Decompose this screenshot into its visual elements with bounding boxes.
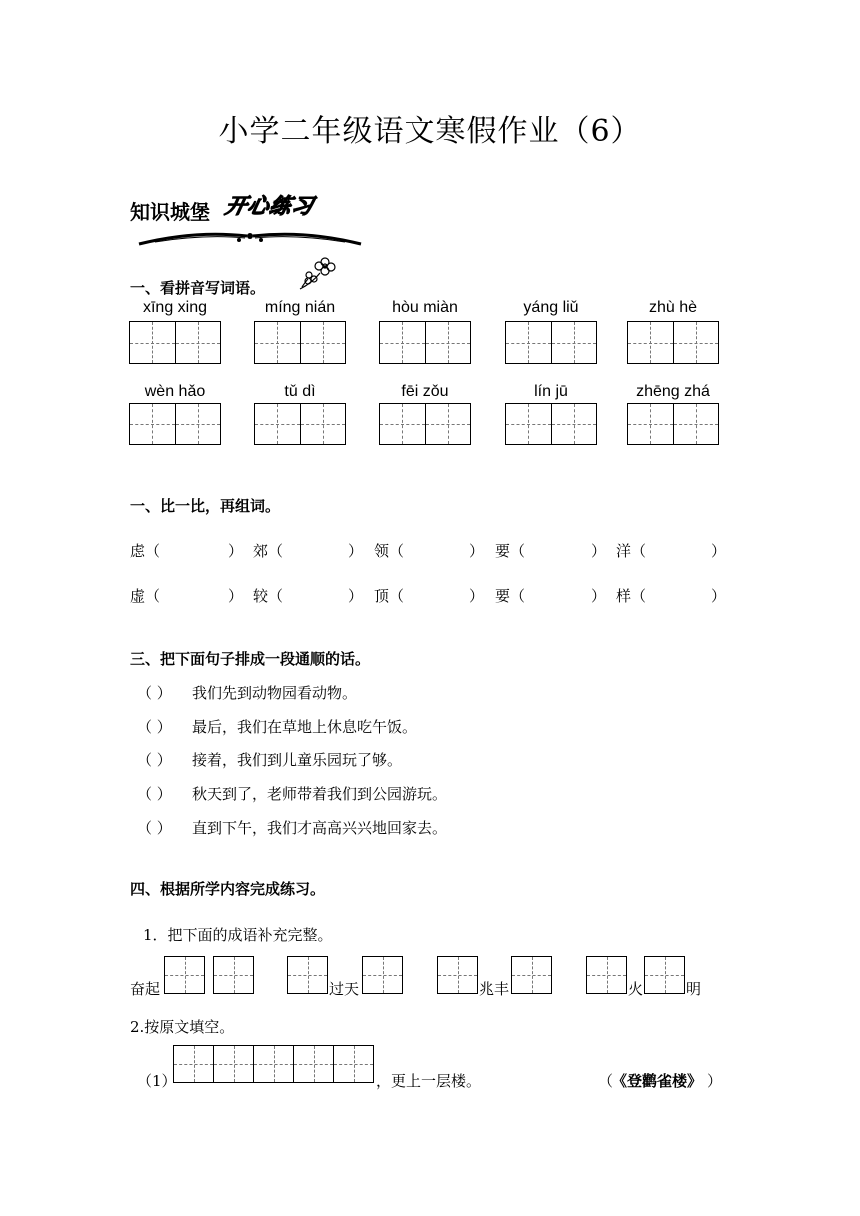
compare-close-paren: ） xyxy=(348,587,364,605)
pinyin-label: hòu miàn xyxy=(392,299,458,316)
question-2: 2.按原文填空。 xyxy=(130,1018,235,1036)
pinyin-label: lín jū xyxy=(534,383,568,400)
pinyin-label: tǔ dì xyxy=(284,383,316,400)
writing-grid[interactable] xyxy=(505,321,597,364)
compare-close-paren: ） xyxy=(591,587,607,605)
order-sentence: 直到下午，我们才高高兴兴地回家去。 xyxy=(192,819,448,837)
section1-heading: 一、看拼音写词语。 xyxy=(130,279,266,297)
compare-item: 洋（ xyxy=(616,542,647,560)
writing-grid[interactable] xyxy=(164,956,205,994)
writing-grid[interactable] xyxy=(437,956,478,994)
compare-item: 样（ xyxy=(616,587,647,605)
writing-grid[interactable] xyxy=(129,321,221,364)
compare-item: 郊（ xyxy=(253,542,284,560)
poem-source-close-paren: ） xyxy=(707,1072,723,1090)
compare-close-paren: ） xyxy=(469,587,485,605)
writing-grid[interactable] xyxy=(627,403,719,445)
pinyin-label: yáng liǔ xyxy=(523,299,579,316)
compare-close-paren: ） xyxy=(469,542,485,560)
idiom-fragment: 兆丰 xyxy=(479,980,510,998)
pinyin-label: míng nián xyxy=(264,299,336,316)
writing-grid[interactable] xyxy=(173,1045,374,1083)
pinyin-label: zhēng zhá xyxy=(636,383,710,400)
compare-item: 要（ xyxy=(495,542,526,560)
question-1: 1．把下面的成语补充完整。 xyxy=(143,926,333,944)
compare-item: 领（ xyxy=(374,542,405,560)
compare-item: 虚（ xyxy=(130,587,161,605)
poem-source-open-paren: （ xyxy=(598,1072,614,1090)
order-blank[interactable]: （ ） xyxy=(137,819,172,837)
pinyin-label: wèn hǎo xyxy=(144,383,206,400)
order-sentence: 接着，我们到儿童乐园玩了够。 xyxy=(192,751,403,769)
compare-item: 虑（ xyxy=(130,542,161,560)
writing-grid[interactable] xyxy=(254,321,346,364)
writing-grid[interactable] xyxy=(511,956,552,994)
idiom-fragment: 明 xyxy=(686,980,702,998)
order-sentence: 秋天到了，老师带着我们到公园游玩。 xyxy=(192,785,448,803)
item-number: （1） xyxy=(137,1072,177,1090)
pinyin-label: zhù hè xyxy=(648,299,698,316)
compare-close-paren: ） xyxy=(348,542,364,560)
section3-heading: 三、把下面句子排成一段通顺的话。 xyxy=(130,650,371,668)
compare-close-paren: ） xyxy=(591,542,607,560)
idiom-fragment: 奋起 xyxy=(130,980,161,998)
page-title: 小学二年级语文寒假作业（6） xyxy=(218,114,642,149)
compare-close-paren: ） xyxy=(711,542,727,560)
writing-grid[interactable] xyxy=(254,403,346,445)
writing-grid[interactable] xyxy=(129,403,221,445)
order-blank[interactable]: （ ） xyxy=(137,718,172,736)
order-sentence: 我们先到动物园看动物。 xyxy=(192,684,358,702)
writing-grid[interactable] xyxy=(213,956,254,994)
writing-grid[interactable] xyxy=(287,956,328,994)
section2-heading: 一、比一比，再组词。 xyxy=(130,497,281,515)
order-blank[interactable]: （ ） xyxy=(137,751,172,769)
poem-source: 《登鹳雀楼》 xyxy=(612,1072,703,1090)
writing-grid[interactable] xyxy=(627,321,719,364)
writing-grid[interactable] xyxy=(379,403,471,445)
banner-title: 知识城堡 xyxy=(130,200,210,224)
idiom-fragment: 火 xyxy=(628,980,644,998)
section4-heading: 四、根据所学内容完成练习。 xyxy=(130,880,326,898)
pinyin-label: xīng xing xyxy=(142,299,208,316)
writing-grid[interactable] xyxy=(362,956,403,994)
compare-close-paren: ） xyxy=(711,587,727,605)
poem-line-text: ，更上一层楼。 xyxy=(376,1072,482,1090)
compare-item: 要（ xyxy=(495,587,526,605)
idiom-fragment: 过天 xyxy=(329,980,360,998)
writing-grid[interactable] xyxy=(379,321,471,364)
writing-grid[interactable] xyxy=(505,403,597,445)
compare-close-paren: ） xyxy=(228,587,244,605)
compare-close-paren: ） xyxy=(228,542,244,560)
order-blank[interactable]: （ ） xyxy=(137,684,172,702)
writing-grid[interactable] xyxy=(644,956,685,994)
flower-icon xyxy=(294,253,342,293)
compare-item: 顶（ xyxy=(374,587,405,605)
compare-item: 较（ xyxy=(253,587,284,605)
order-blank[interactable]: （ ） xyxy=(137,785,172,803)
banner-subtitle: 开心练习 xyxy=(223,194,317,218)
pinyin-label: fēi zǒu xyxy=(401,383,449,400)
writing-grid[interactable] xyxy=(586,956,627,994)
order-sentence: 最后，我们在草地上休息吃午饭。 xyxy=(192,718,418,736)
banner-swoosh-decoration xyxy=(135,226,365,248)
